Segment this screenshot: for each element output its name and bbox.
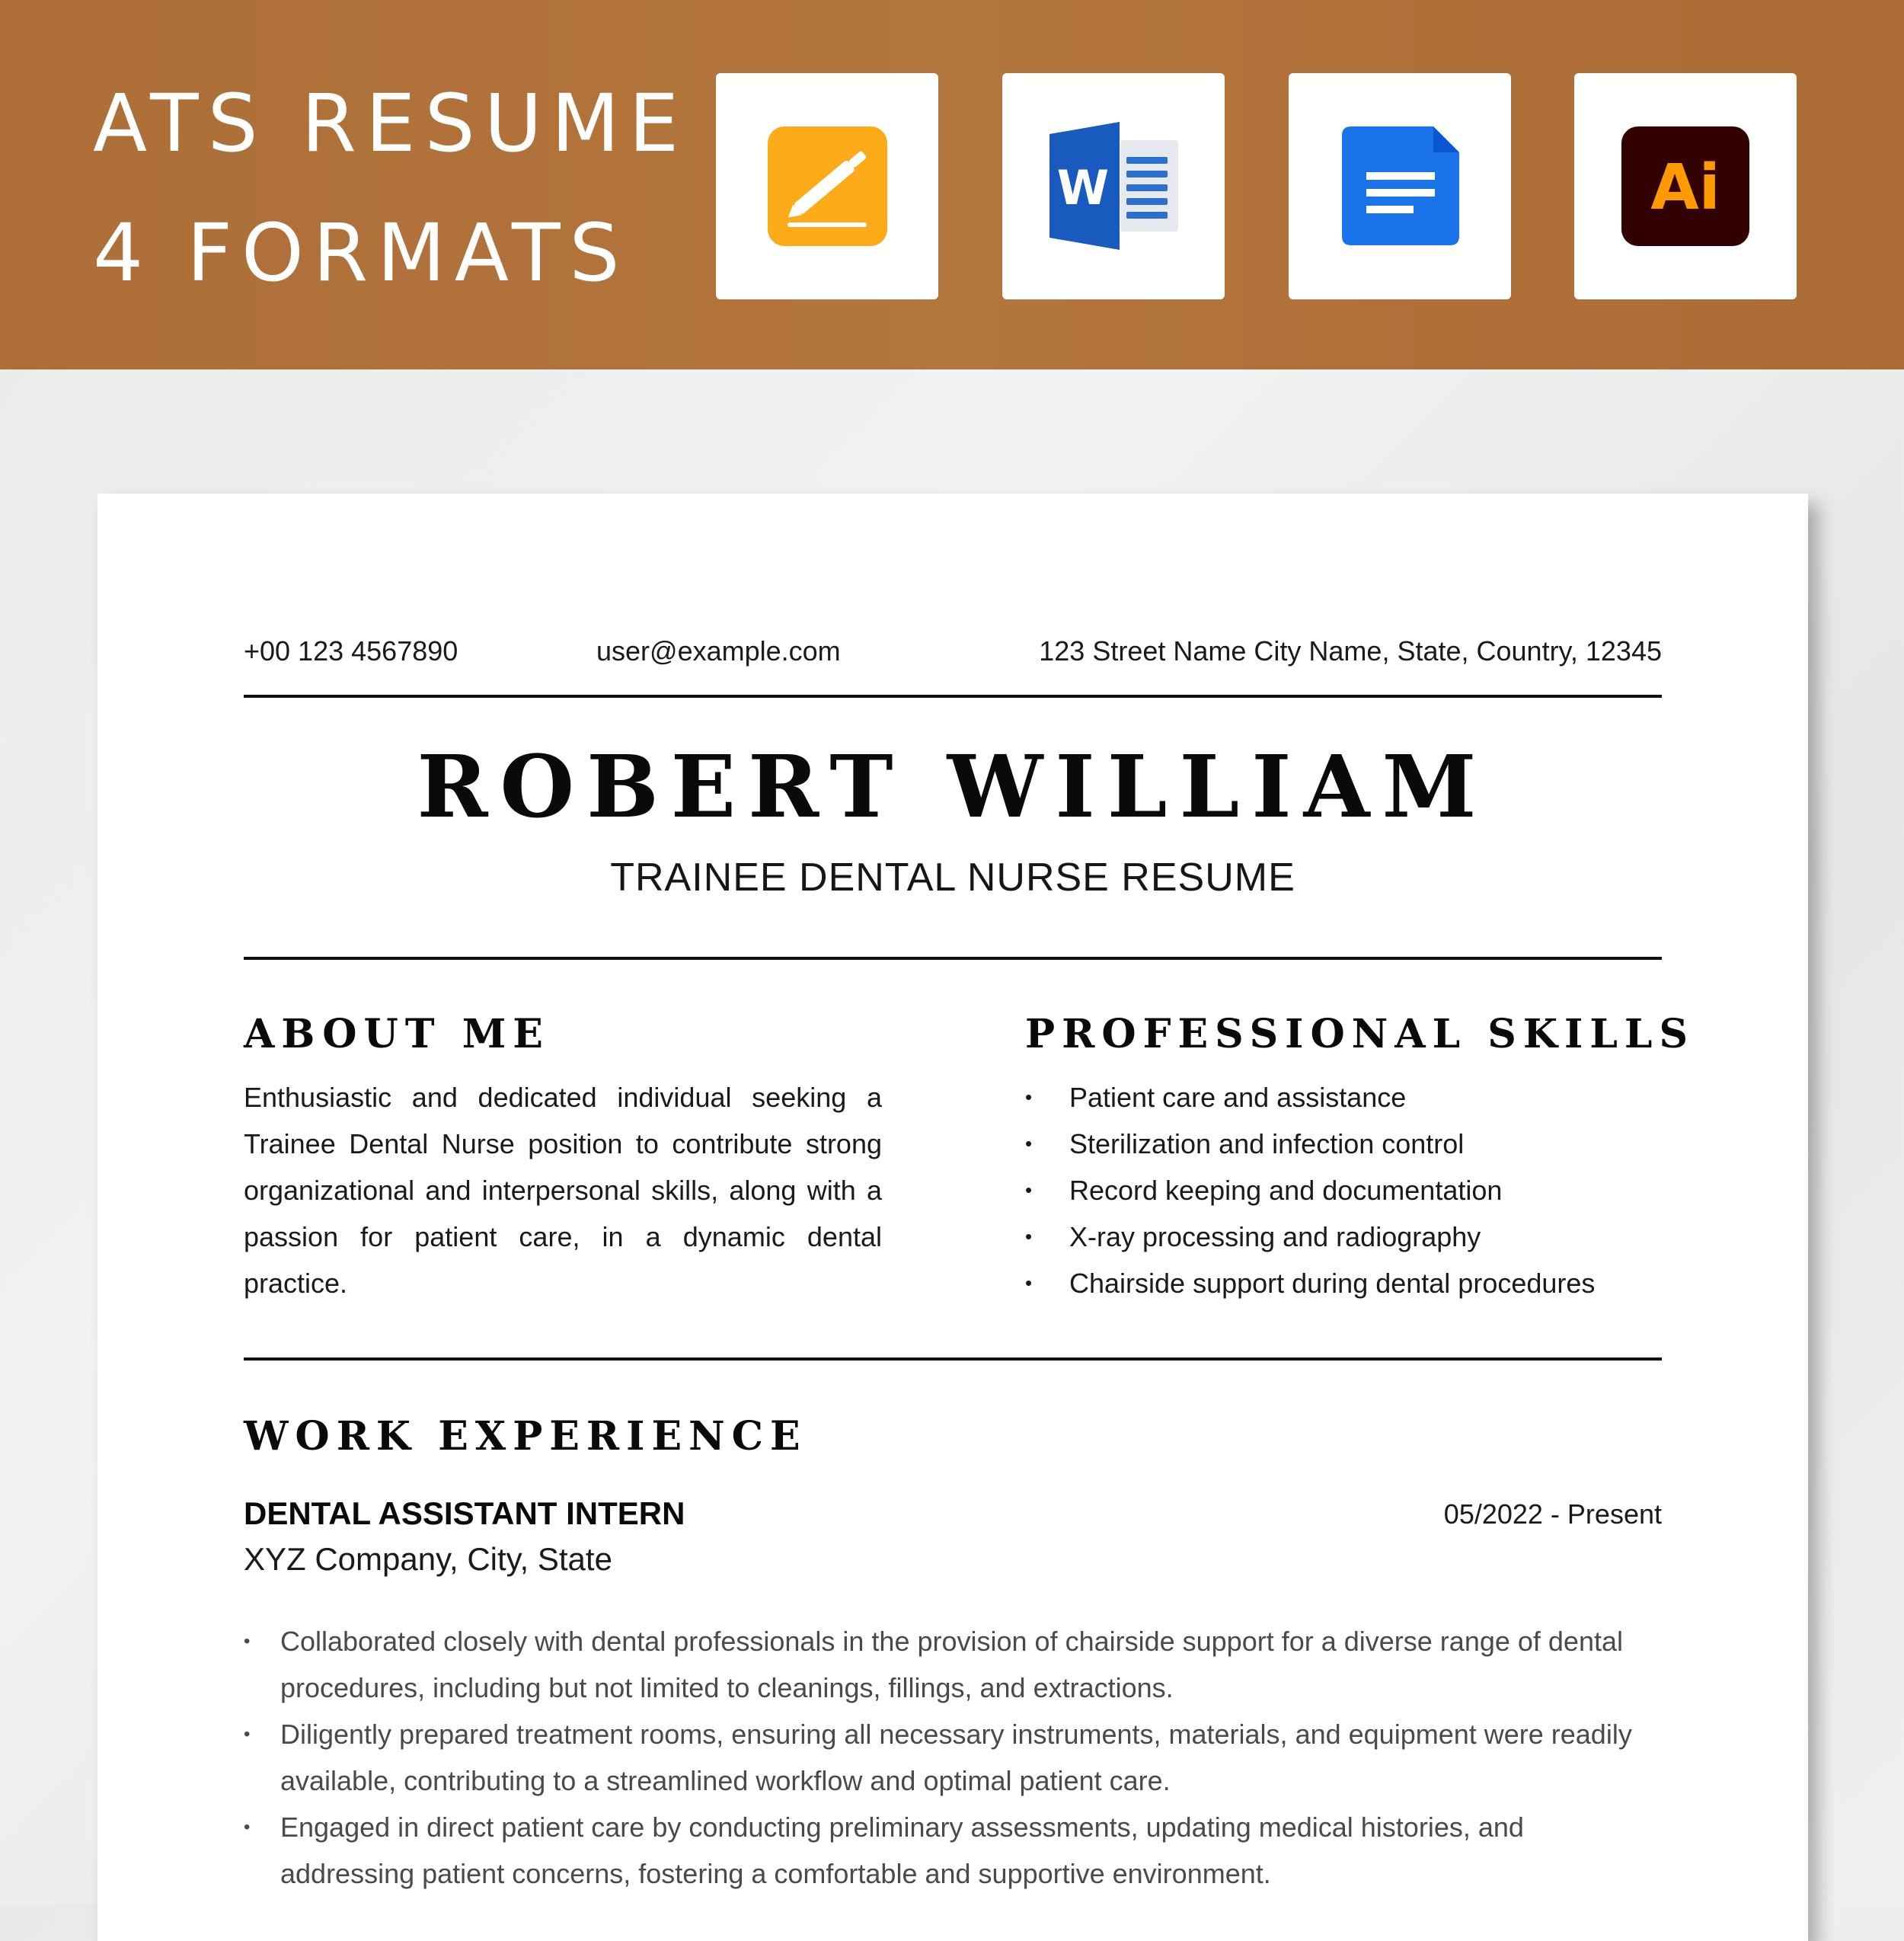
contact-email: user@example.com	[596, 635, 841, 667]
illustrator-format-tile	[1574, 73, 1797, 299]
about-heading: ABOUT ME	[244, 1011, 550, 1057]
banner-title-line1: ATS RESUME	[93, 77, 688, 170]
google-docs-format-tile	[1289, 73, 1511, 299]
duty-item: • Collaborated closely with dental professionals in the provision of chairside support for a diverse range of dental procedures, including but not limited to cleanings, fillings, and extractions.	[244, 1618, 1662, 1711]
word-icon	[1002, 73, 1225, 299]
work-heading: WORK EXPERIENCE	[244, 1413, 807, 1460]
google-docs-icon	[1289, 73, 1511, 299]
duty-item: • Engaged in direct patient care by conducting preliminary assessments, updating medical histories, and addressing patient concerns, fostering a comfortable and supportive environment.	[244, 1804, 1662, 1897]
contact-address: 123 Street Name City Name, State, Country, 12345	[1039, 635, 1662, 667]
job-title: DENTAL ASSISTANT INTERN	[244, 1495, 685, 1531]
skill-item: • Record keeping and documentation	[1025, 1167, 1595, 1214]
job-company: XYZ Company, City, State	[244, 1541, 612, 1577]
divider	[244, 695, 1662, 698]
illustrator-icon	[1574, 73, 1797, 299]
divider	[244, 957, 1662, 960]
skill-item: • X-ray processing and radiography	[1025, 1214, 1595, 1260]
word-format-tile	[1002, 73, 1225, 299]
skill-item: • Patient care and assistance	[1025, 1074, 1595, 1121]
svg-text:W: W	[1056, 160, 1110, 216]
job-dates: 05/2022 - Present	[1443, 1498, 1662, 1530]
duty-item: • Diligently prepared treatment rooms, ensuring all necessary instruments, materials, and equipment were readily available, contributing to a streamlined workflow and optimal patient care.	[244, 1711, 1662, 1804]
pages-icon	[716, 73, 938, 299]
skill-item: • Chairside support during dental procedures	[1025, 1260, 1595, 1306]
contact-phone: +00 123 4567890	[244, 635, 458, 667]
pages-format-tile	[716, 73, 938, 299]
skill-item: • Sterilization and infection control	[1025, 1121, 1595, 1167]
svg-text:Ai: Ai	[1650, 152, 1720, 224]
job-duties-list	[244, 1618, 1662, 1897]
about-text: Enthusiastic and dedicated individual seeking a Trainee Dental Nurse position to contribute strong organizational and interpersonal skills, along with a passion for patient care, in a dynamic dental practice.	[244, 1082, 882, 1299]
skills-list	[1025, 1074, 1595, 1306]
skills-heading: PROFESSIONAL SKILLS	[1025, 1011, 1695, 1057]
promo-banner	[0, 0, 1904, 369]
candidate-name: ROBERT WILLIAM	[417, 737, 1489, 837]
resume-page	[97, 494, 1808, 1941]
resume-subtitle: TRAINEE DENTAL NURSE RESUME	[610, 855, 1295, 900]
banner-title-line2: 4 FORMATS	[93, 206, 629, 299]
divider	[244, 1357, 1662, 1361]
